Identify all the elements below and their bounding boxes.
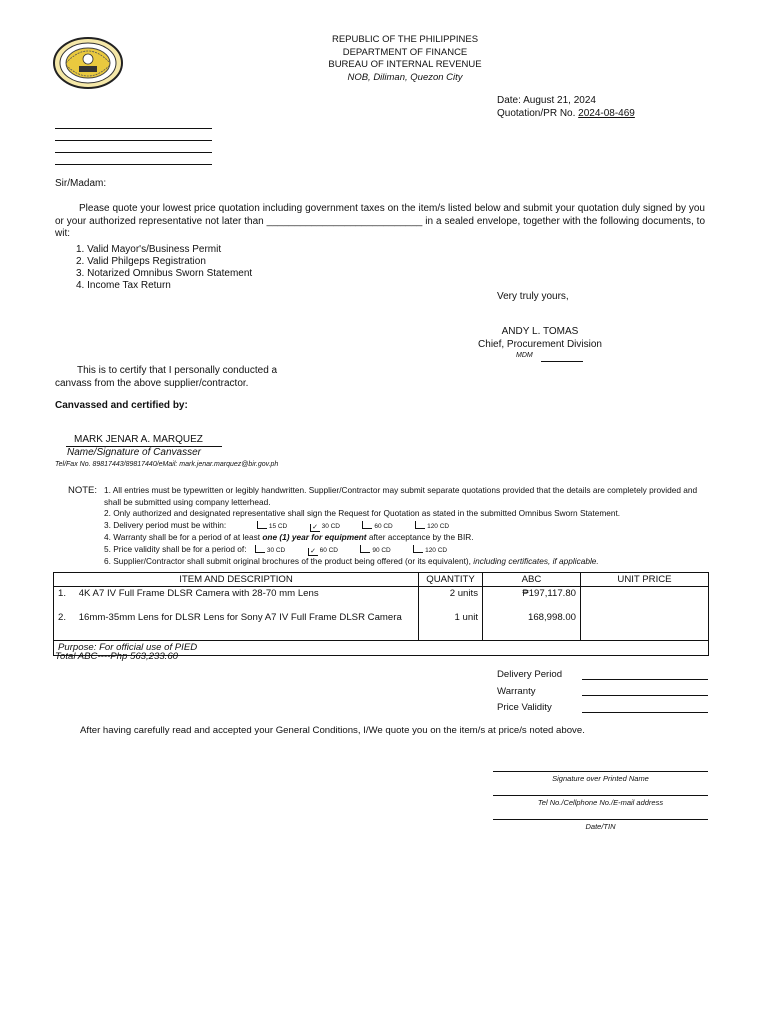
note-warranty-b: one (1) year for equipment (262, 532, 367, 542)
notes-list (104, 485, 704, 568)
notes-label: NOTE: (68, 485, 98, 496)
delivery-15cd-checkbox[interactable] (257, 521, 267, 529)
header-address: NOB, Diliman, Quezon City (347, 71, 463, 83)
item-quantity: 2 units (419, 587, 483, 611)
initials-line (541, 361, 583, 362)
requirement-item: 2. Valid Philgeps Registration (76, 256, 206, 267)
column-header-unit-price: UNIT PRICE (581, 573, 709, 587)
validity-90cd-checkbox[interactable] (360, 545, 370, 553)
option-label: 60 CD (374, 522, 393, 530)
term-warranty: Warranty (497, 685, 536, 697)
canvasser-contact: Tel/Fax No. 89817443/89817440/eMail: mark.jenar.marquez@bir.gov.ph (55, 461, 279, 468)
canvasser-name: MARK JENAR A. MARQUEZ (74, 434, 203, 445)
item-unit-price[interactable] (581, 587, 709, 611)
salutation: Sir/Madam: (55, 178, 107, 189)
table-row (54, 611, 709, 635)
requirement-item: 3. Notarized Omnibus Sworn Statement (76, 268, 253, 279)
quotation-number-row (497, 108, 635, 121)
term-delivery-period: Delivery Period (497, 669, 563, 680)
note-validity-text: 5. Price validity shall be for a period of: (104, 543, 247, 554)
note-item: 2. Only authorized and designated representative shall sign the Request for Quotation as stated in the submitted Omnibus Sworn Statement. (104, 508, 621, 518)
requirement-item: 4. Income Tax Return (76, 280, 171, 291)
item-quantity: 1 unit (419, 611, 483, 635)
table-row (54, 587, 709, 611)
note-brochure-a: 6. Supplier/Contractor shall submit original brochures of the product being offered (or its equivalent), (104, 556, 471, 566)
note-warranty-c: after acceptance by the BIR. (368, 532, 474, 542)
date-tin-field[interactable]: Date/TIN (493, 819, 708, 831)
address-line-1[interactable] (55, 128, 212, 129)
item-description: 4K A7 IV Full Frame DLSR Camera with 28-70 mm Lens (78, 588, 319, 599)
canvasser-caption: Name/Signature of Canvasser (67, 447, 201, 458)
intro-paragraph (55, 203, 705, 241)
signatory-name: ANDY L. TOMAS (501, 326, 579, 337)
requirement-item: 1. Valid Mayor's/Business Permit (76, 244, 222, 255)
signatory-initials: MDM (516, 352, 533, 359)
contact-details-field[interactable]: Tel No./Cellphone No./E-mail address (493, 795, 708, 807)
quotation-label: Quotation/PR No. (497, 107, 576, 119)
signature-printed-name-field[interactable]: Signature over Printed Name (493, 771, 708, 783)
date-block (497, 95, 635, 120)
certify-text: This is to certify that I personally conducted a canvass from the above supplier/contractor. (55, 365, 278, 389)
total-abc: Total ABC----Php 563,233.60 (55, 651, 179, 662)
items-table (53, 572, 709, 656)
signatory-title: Chief, Procurement Division (478, 338, 602, 350)
option-label: 30 CD (321, 522, 341, 530)
quotation-number: 2024-08-469 (578, 107, 635, 119)
address-line-4[interactable] (55, 164, 212, 165)
option-label: 15 CD (268, 522, 288, 530)
item-abc: 168,998.00 (483, 611, 581, 635)
column-header-quantity: QUANTITY (419, 573, 483, 587)
option-label: 30 CD (266, 546, 286, 554)
option-label: 120 CD (427, 522, 450, 530)
note-delivery-text: 3. Delivery period must be within: (104, 519, 227, 530)
item-number: 2. (58, 611, 67, 623)
item-description-cell (54, 611, 419, 635)
price-validity-field[interactable] (582, 712, 708, 713)
signatory-block (460, 326, 620, 351)
delivery-period-field[interactable] (582, 679, 708, 680)
intro-text-1: Please quote your lowest price quotation including government taxes on the item/s listed below and submit your quotation duly signed by you or your authorized representative not later than (55, 203, 705, 227)
note-item (104, 532, 704, 544)
date-label: Date: August 21, 2024 (497, 95, 596, 106)
note-item (104, 520, 704, 533)
delivery-60cd-checkbox[interactable] (362, 521, 372, 529)
column-header-abc: ABC (483, 573, 581, 587)
delivery-120cd-checkbox[interactable] (415, 521, 425, 529)
option-label: 60 CD (319, 546, 339, 554)
note-warranty-a: 4. Warranty shall be for a period of at least (104, 532, 261, 542)
requirements-list (76, 244, 252, 292)
item-number: 1. (58, 588, 67, 599)
purpose-cell: Purpose: For official use of PIED (54, 641, 709, 656)
validity-120cd-checkbox[interactable] (413, 545, 423, 553)
validity-30cd-checkbox[interactable] (255, 545, 265, 553)
item-description: 16mm-35mm Lens for DLSR Lens for Sony A7 IV Full Frame DLSR Camera (78, 611, 402, 623)
warranty-field[interactable] (582, 695, 708, 696)
address-line-2[interactable] (55, 140, 212, 141)
note-item (104, 544, 704, 557)
closing: Very truly yours, (497, 291, 569, 302)
acceptance-statement: After having carefully read and accepted your General Conditions, I/We quote you on the item/s at price/s noted above. (80, 725, 585, 736)
header-line-1: REPUBLIC OF THE PHILIPPINES (331, 34, 479, 45)
note-item: 1. All entries must be typewritten or legibly handwritten. Supplier/Contractor may submit separate quotations provided that the details are completely provided and shall be submitted using company letterhead. (104, 485, 698, 507)
agency-header (300, 34, 510, 84)
header-line-2: DEPARTMENT OF FINANCE (342, 46, 468, 58)
canvassed-label: Canvassed and certified by: (55, 400, 188, 411)
item-abc: ₱197,117.80 (483, 587, 581, 611)
item-description-cell (54, 587, 419, 611)
address-line-3[interactable] (55, 152, 212, 153)
option-label: 120 CD (425, 546, 448, 554)
note-item (104, 556, 704, 568)
bir-seal-icon (53, 37, 123, 89)
column-header-item: ITEM AND DESCRIPTION (54, 573, 419, 587)
deadline-blank[interactable]: ____________________________ (266, 215, 423, 227)
delivery-30cd-checkbox[interactable]: ✓ (310, 524, 320, 532)
validity-60cd-checkbox[interactable]: ✓ (308, 548, 318, 556)
option-label: 90 CD (372, 546, 391, 554)
terms-labels (497, 667, 562, 717)
item-unit-price[interactable] (581, 611, 709, 635)
intro-text-2: in a sealed envelope, together with the following documents, to wit: (55, 215, 706, 239)
note-brochure-b: including certificates, if applicable. (473, 556, 599, 566)
table-header-row (54, 573, 709, 587)
header-line-3: BUREAU OF INTERNAL REVENUE (328, 59, 482, 70)
term-price-validity: Price Validity (497, 702, 552, 713)
